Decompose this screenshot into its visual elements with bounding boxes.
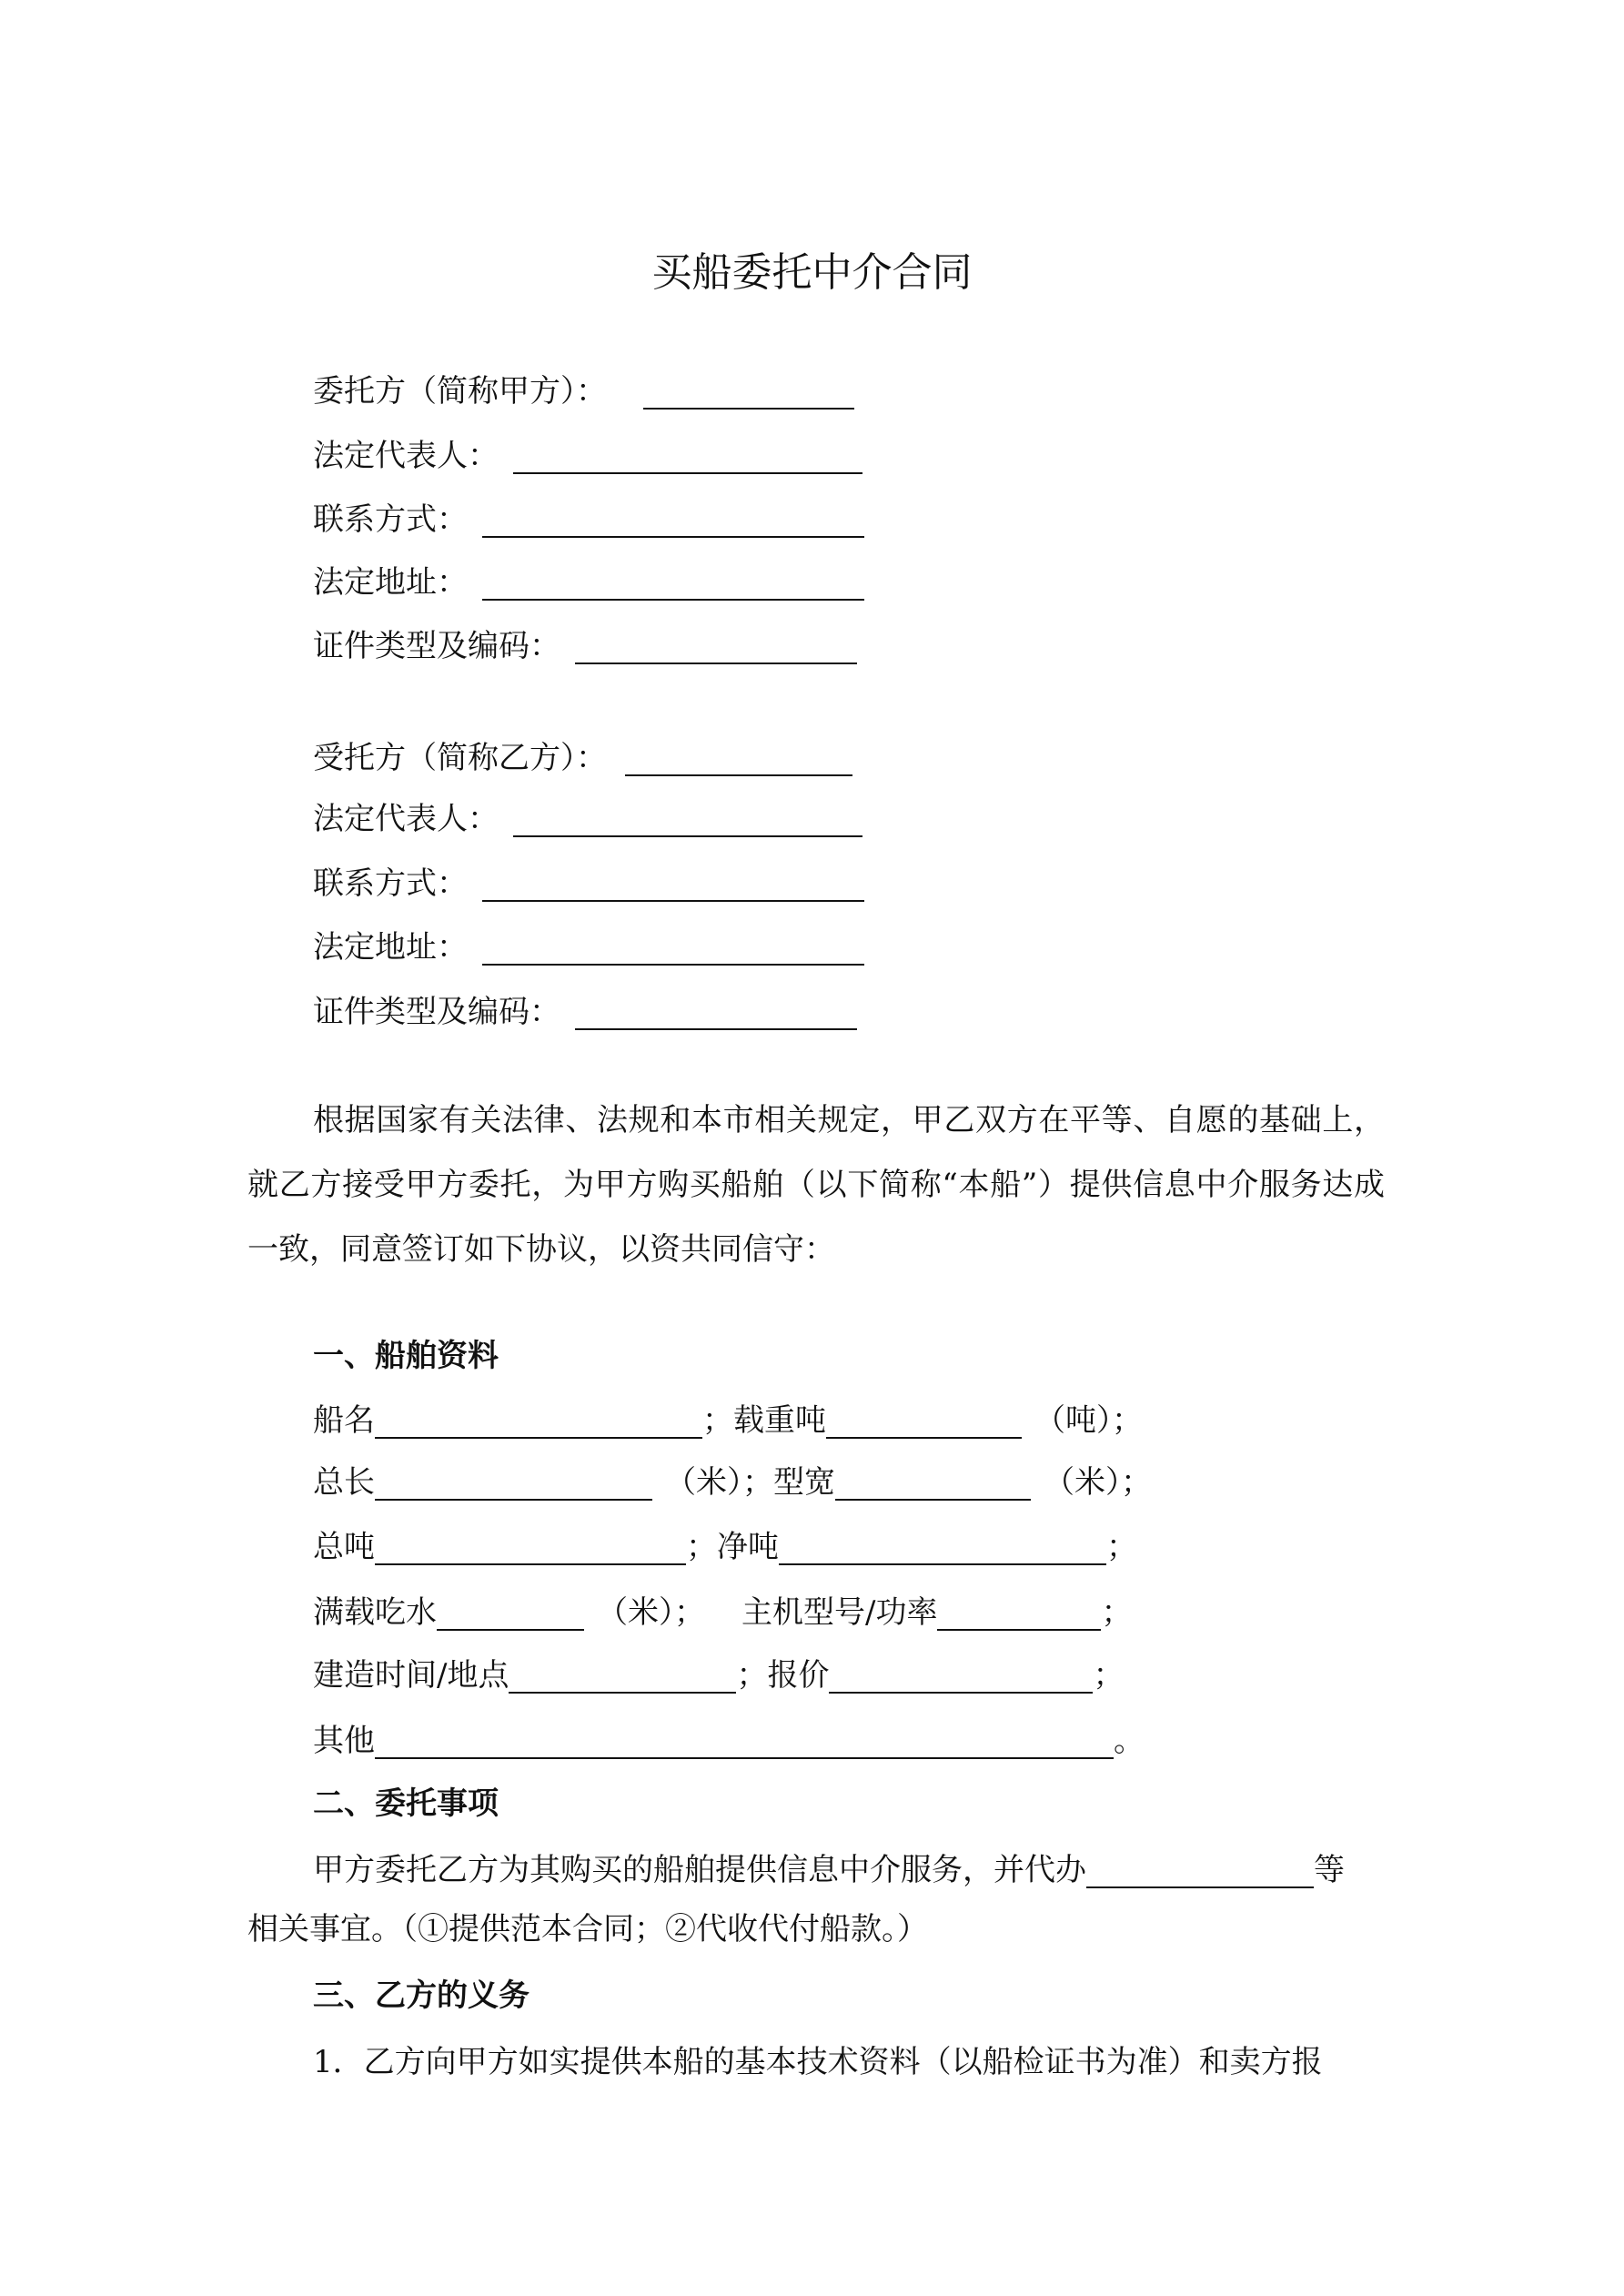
document-title: 买船委托中介合同 — [651, 249, 973, 296]
party-a-rep-field[interactable] — [513, 441, 862, 474]
price-field[interactable] — [829, 1661, 1093, 1694]
price-label: 报价 — [767, 1657, 830, 1694]
party-a-address-row — [313, 564, 864, 601]
section-2-text-line-2: 相关事宜。（①提供范本合同；②代收代付船款。） — [247, 1911, 928, 1947]
party-a-row — [313, 373, 854, 410]
party-a-address-label: 法定地址： — [313, 564, 468, 601]
ship-name-row — [313, 1402, 1143, 1439]
party-b-rep-row — [313, 801, 862, 837]
draft-unit: （米）； — [597, 1594, 705, 1631]
party-a-id-field[interactable] — [575, 632, 857, 664]
party-a-rep-label: 法定代表人： — [313, 438, 499, 474]
loa-row — [313, 1464, 1152, 1501]
party-a-contact-field[interactable] — [482, 505, 864, 538]
period: 。 — [1114, 1723, 1145, 1759]
gt-field[interactable] — [375, 1532, 686, 1565]
draft-field[interactable] — [437, 1598, 584, 1631]
engine-label: 主机型号/功率 — [741, 1594, 938, 1631]
built-field[interactable] — [509, 1661, 736, 1694]
party-a-address-field[interactable] — [482, 568, 864, 601]
other-field[interactable] — [375, 1726, 1114, 1759]
separator: ； — [686, 1529, 717, 1565]
party-b-address-label: 法定地址： — [313, 929, 468, 966]
separator: ； — [736, 1657, 768, 1694]
other-label: 其他 — [313, 1723, 375, 1759]
party-b-contact-row — [313, 865, 864, 902]
party-b-contact-field[interactable] — [482, 869, 864, 902]
ship-name-label: 船名 — [313, 1402, 375, 1439]
dwt-label: 载重吨 — [733, 1402, 826, 1439]
beam-label: 型宽 — [773, 1464, 835, 1501]
loa-field[interactable] — [375, 1468, 652, 1501]
separator: ； — [702, 1402, 733, 1439]
other-row — [313, 1723, 1145, 1759]
party-a-rep-row — [313, 438, 862, 474]
preamble-paragraph: 根据国家有关法律、法规和本市相关规定，甲乙双方在平等、自愿的基础上，就乙方接受甲方委托，为甲方购买船舶（以下简称“本船”）提供信息中介服务达成一致，同意签订如下协议，以资共同信守： — [247, 1102, 1385, 1268]
loa-unit: （米）； — [665, 1464, 773, 1501]
party-b-rep-field[interactable] — [513, 804, 862, 837]
loa-label: 总长 — [313, 1464, 375, 1501]
party-b-field[interactable] — [625, 743, 852, 776]
section-2-heading: 二、委托事项 — [313, 1785, 499, 1822]
section-1-heading: 一、船舶资料 — [313, 1338, 499, 1374]
gt-label: 总吨 — [313, 1529, 375, 1565]
party-a-field[interactable] — [643, 377, 854, 410]
beam-unit: （米）； — [1044, 1464, 1152, 1501]
party-b-address-field[interactable] — [482, 933, 864, 966]
party-a-contact-row — [313, 501, 864, 538]
section-3-item-1: 1．乙方向甲方如实提供本船的基本技术资料（以船检证书为准）和卖方报 — [313, 2044, 1323, 2080]
engine-field[interactable] — [937, 1598, 1101, 1631]
nt-field[interactable] — [779, 1532, 1106, 1565]
ship-name-field[interactable] — [375, 1406, 702, 1439]
section-2-text-row — [313, 1852, 1345, 1888]
separator: ； — [1106, 1529, 1137, 1565]
party-b-id-field[interactable] — [575, 997, 857, 1030]
separator: ； — [1101, 1594, 1133, 1631]
separator: ； — [1093, 1657, 1125, 1694]
party-b-contact-label: 联系方式： — [313, 865, 468, 902]
built-row — [313, 1657, 1124, 1694]
section-3-heading: 三、乙方的义务 — [313, 1977, 530, 2014]
party-b-address-row — [313, 929, 864, 966]
agency-items-field[interactable] — [1086, 1856, 1314, 1888]
beam-field[interactable] — [835, 1468, 1031, 1501]
dwt-unit: （吨）； — [1034, 1402, 1143, 1439]
party-b-rep-label: 法定代表人： — [313, 801, 499, 837]
draft-label: 满载吃水 — [313, 1594, 437, 1631]
nt-label: 净吨 — [717, 1529, 779, 1565]
dwt-field[interactable] — [826, 1406, 1022, 1439]
section-2-text-end: 等 — [1314, 1852, 1345, 1888]
section-2-text: 甲方委托乙方为其购买的船舶提供信息中介服务，并代办 — [313, 1852, 1086, 1888]
draft-row — [313, 1594, 1132, 1631]
party-a-id-label: 证件类型及编码： — [313, 628, 560, 664]
party-b-row — [313, 740, 852, 776]
party-a-id-row — [313, 628, 857, 664]
party-a-contact-label: 联系方式： — [313, 501, 468, 538]
tonnage-row — [313, 1529, 1137, 1565]
party-b-id-row — [313, 994, 857, 1030]
party-b-id-label: 证件类型及编码： — [313, 994, 560, 1030]
party-a-label: 委托方（简称甲方）： — [313, 373, 607, 410]
party-b-label: 受托方（简称乙方）： — [313, 740, 607, 776]
built-label: 建造时间/地点 — [313, 1657, 509, 1694]
